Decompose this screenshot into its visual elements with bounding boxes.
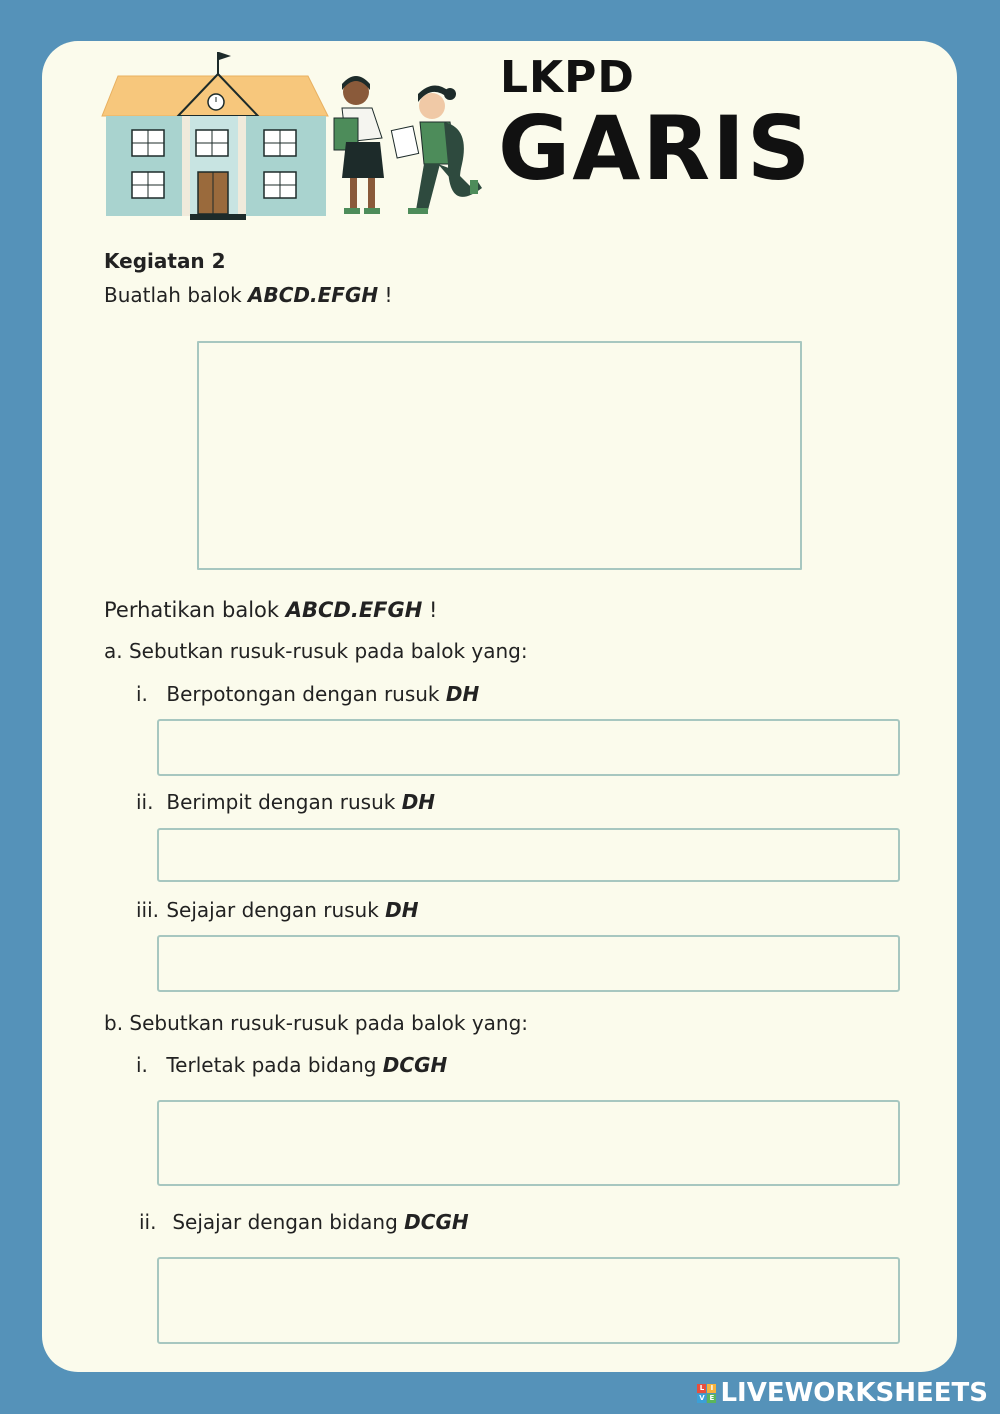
item-ref: DH: [401, 790, 436, 814]
item-text: Sejajar dengan rusuk: [166, 898, 379, 922]
observe-suffix: !: [429, 598, 438, 622]
logo-letter: V: [699, 1393, 705, 1402]
liveworksheets-logo-icon: [697, 1384, 716, 1403]
item-number: ii.: [136, 790, 154, 814]
section-b-item-1: [136, 1053, 447, 1077]
section-a-item-3: [136, 898, 419, 922]
section-a-item-2: [136, 790, 435, 814]
logo-letter: I: [707, 1384, 716, 1393]
item-text: Berpotongan dengan rusuk: [166, 682, 440, 706]
title-lkpd: LKPD: [500, 52, 635, 103]
section-b-question: [104, 1011, 528, 1035]
item-text: Sejajar dengan bidang: [172, 1210, 398, 1234]
section-a-text: Sebutkan rusuk-rusuk pada balok yang:: [128, 639, 528, 663]
item-number: i.: [136, 682, 148, 706]
item-number: i.: [136, 1053, 148, 1077]
section-b-text: Sebutkan rusuk-rusuk pada balok yang:: [129, 1011, 529, 1035]
observe-instruction: [104, 598, 437, 622]
drawing-answer-box[interactable]: [197, 341, 802, 570]
liveworksheets-brand: LIVEWORKSHEETS: [720, 1378, 988, 1408]
observe-prefix: Perhatikan balok: [104, 598, 280, 622]
instruction-prefix: Buatlah balok: [104, 283, 242, 307]
instruction-object: ABCD.EFGH: [248, 283, 379, 307]
item-text: Berimpit dengan rusuk: [166, 790, 396, 814]
answer-box-a2[interactable]: [157, 828, 900, 882]
item-number: ii.: [139, 1210, 157, 1234]
item-ref: DCGH: [382, 1053, 448, 1077]
logo-letter: L: [697, 1384, 706, 1393]
section-b-item-2: [139, 1210, 469, 1234]
item-ref: DH: [445, 682, 480, 706]
observe-object: ABCD.EFGH: [285, 598, 423, 622]
item-ref: DH: [385, 898, 419, 922]
answer-box-b2[interactable]: [157, 1257, 900, 1344]
item-number: iii.: [136, 898, 160, 922]
section-a-question: [104, 639, 528, 663]
item-ref: DCGH: [404, 1210, 469, 1234]
instruction-suffix: !: [384, 283, 393, 307]
item-text: Terletak pada bidang: [166, 1053, 377, 1077]
logo-letter: E: [707, 1394, 716, 1403]
answer-box-a3[interactable]: [157, 935, 900, 992]
activity-label: Kegiatan 2: [104, 249, 226, 273]
section-b-label: b.: [104, 1011, 124, 1035]
liveworksheets-logo[interactable]: [697, 1378, 988, 1408]
title-garis: GARIS: [498, 97, 813, 200]
activity-instruction: [104, 283, 393, 307]
school-illustration: [98, 46, 488, 222]
section-a-label: a.: [104, 639, 123, 663]
section-a-item-1: [136, 682, 479, 706]
answer-box-b1[interactable]: [157, 1100, 900, 1186]
answer-box-a1[interactable]: [157, 719, 900, 776]
